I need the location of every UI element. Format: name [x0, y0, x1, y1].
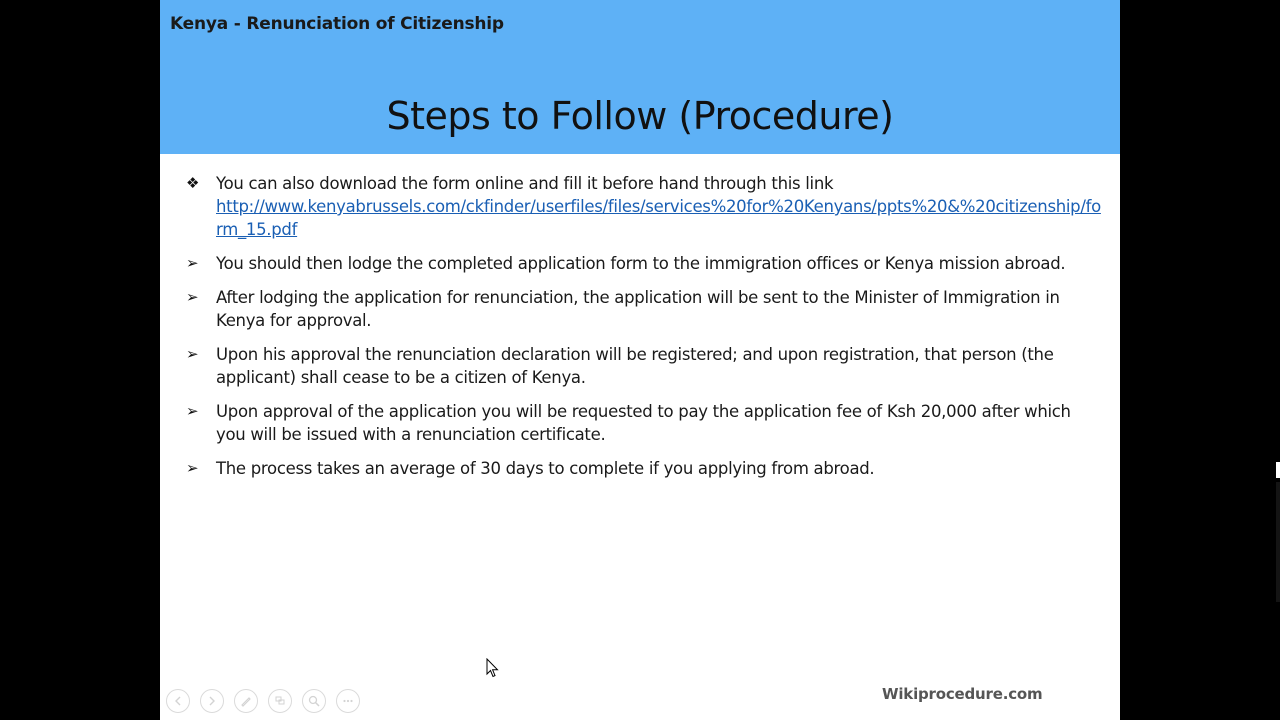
arrow-bullet-icon: ➢ [186, 345, 199, 363]
screen-edge-marker [1276, 482, 1280, 602]
diamond-bullet-icon: ❖ [186, 174, 200, 192]
screen-edge-marker [1276, 462, 1280, 478]
next-slide-button[interactable] [200, 689, 224, 713]
list-item-text: The process takes an average of 30 days to complete if you applying from abroad. [216, 459, 875, 478]
list-item-text: You can also download the form online and fill it before hand through this link [216, 174, 834, 193]
list-item [184, 252, 1104, 275]
list-item-text: Upon approval of the application you will be requested to pay the application fee of Ksh 20,000 after which you will be issued with a renunciation certificate. [216, 402, 1071, 444]
slides-overview-button[interactable] [268, 689, 292, 713]
list-item-text: Upon his approval the renunciation declaration will be registered; and upon registration, that person (the applicant) shall cease to be a citizen of Kenya. [216, 345, 1054, 387]
arrow-bullet-icon: ➢ [186, 288, 199, 306]
magnifier-icon [307, 694, 321, 708]
list-item [184, 400, 1104, 446]
slide-header [160, 0, 1120, 154]
pen-tool-button[interactable] [234, 689, 258, 713]
more-options-button[interactable] [336, 689, 360, 713]
list-item-text: You should then lodge the completed application form to the immigration offices or Kenya mission abroad. [216, 254, 1066, 273]
slides-icon [273, 694, 287, 708]
slide-top-label: Kenya - Renunciation of Citizenship [170, 14, 504, 34]
form-download-link[interactable]: http://www.kenyabrussels.com/ckfinder/userfiles/files/services%20for%20Kenyans/ppts%20&%20citizenship/form_15.pdf [216, 197, 1101, 239]
pen-icon [239, 694, 253, 708]
list-item [184, 172, 1104, 241]
list-item [184, 286, 1104, 332]
slideshow-controls [166, 689, 360, 715]
slide-title: Steps to Follow (Procedure) [386, 94, 894, 138]
arrow-bullet-icon: ➢ [186, 254, 199, 272]
presentation-slide [160, 0, 1120, 720]
previous-slide-button[interactable] [166, 689, 190, 713]
arrow-right-icon [205, 694, 219, 708]
list-item-text: After lodging the application for renunciation, the application will be sent to the Minister of Immigration in Kenya for approval. [216, 288, 1060, 330]
list-item [184, 343, 1104, 389]
mouse-pointer-icon [486, 658, 500, 678]
arrow-bullet-icon: ➢ [186, 402, 199, 420]
list-item [184, 457, 1104, 480]
arrow-left-icon [171, 694, 185, 708]
zoom-button[interactable] [302, 689, 326, 713]
footer-brand: Wikiprocedure.com [882, 685, 1043, 703]
ellipsis-icon [341, 694, 355, 708]
arrow-bullet-icon: ➢ [186, 459, 199, 477]
slide-content [184, 172, 1104, 491]
